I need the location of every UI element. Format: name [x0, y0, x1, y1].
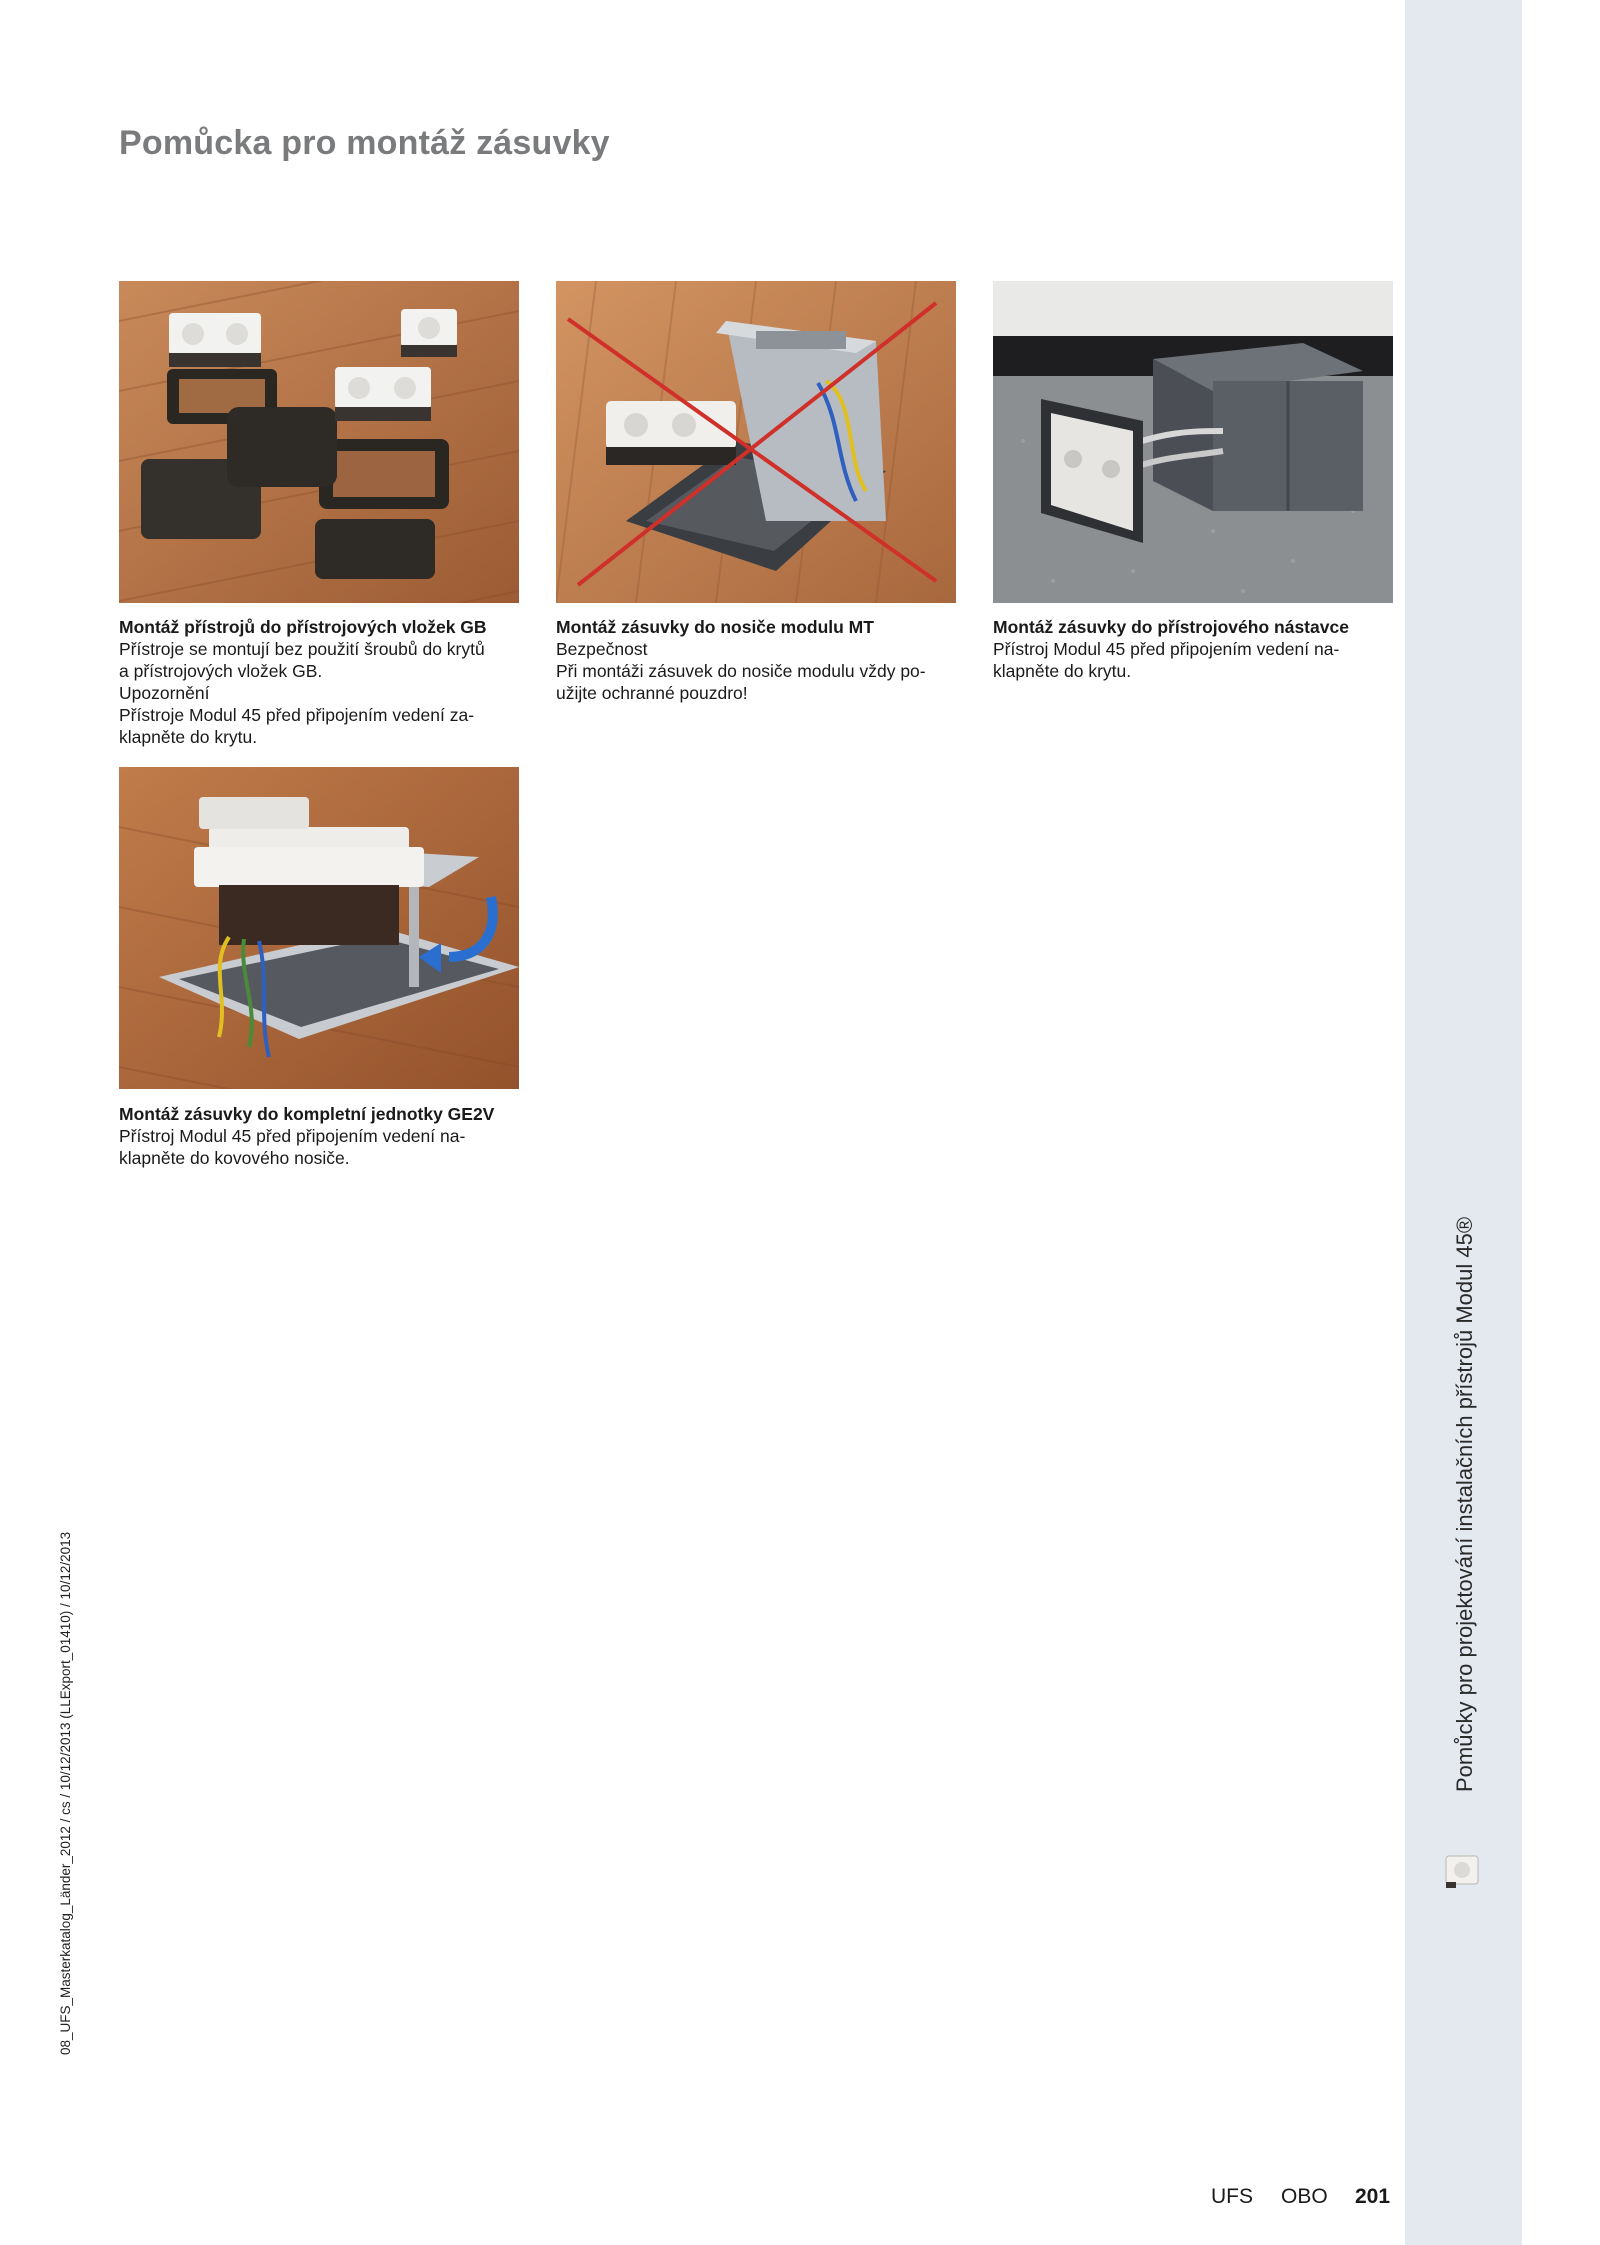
caption-line: Přístroje se montují bez použití šroubů do krytů [119, 639, 485, 659]
section-title-vertical: Pomůcky pro projektování instalačních přístrojů Modul 45® [1452, 1216, 1477, 1792]
caption-line: Při montáži zásuvek do nosiče modulu vždy po- [556, 661, 926, 681]
side-band [1405, 0, 1522, 2245]
caption-title: Montáž zásuvky do přístrojového nástavce [993, 617, 1349, 637]
figure-1-image [119, 281, 519, 603]
caption-title: Montáž zásuvky do nosiče modulu MT [556, 617, 874, 637]
footer-brand-obo: OBO [1281, 2185, 1328, 2208]
caption-line: klapněte do krytu. [993, 661, 1132, 681]
page-number: 201 [1355, 2185, 1391, 2208]
caption-line: Přístroj Modul 45 před připojením vedení na- [993, 639, 1340, 659]
figure-2-caption [556, 616, 956, 704]
caption-line: Přístroje Modul 45 před připojením vedení za- [119, 705, 475, 725]
caption-title: Montáž přístrojů do přístrojových vložek GB [119, 617, 487, 637]
figure-3-image [993, 281, 1393, 603]
section-thumbnail-icon [1438, 1846, 1486, 1894]
device-attachment-photo [993, 281, 1393, 603]
caption-line: Bezpečnost [556, 639, 648, 659]
caption-title: Montáž zásuvky do kompletní jednotky GE2V [119, 1104, 495, 1124]
figure-1-caption [119, 616, 519, 748]
figure-2-image [556, 281, 956, 603]
caption-line: klapněte do krytu. [119, 727, 258, 747]
device-insert-photo [119, 281, 519, 603]
footer-brand-ufs: UFS [1211, 2185, 1253, 2208]
page-title: Pomůcka pro montáž zásuvky [119, 124, 610, 162]
print-job-info: 08_UFS_Masterkatalog_Länder_2012 / cs / 10/12/2013 (LLExport_01410) / 10/12/2013 [58, 1531, 73, 2055]
figure-4-caption [119, 1103, 519, 1169]
figure-4-image [119, 767, 519, 1089]
module-carrier-photo [556, 281, 956, 603]
caption-line: Upozornění [119, 683, 210, 703]
caption-line: užijte ochranné pouzdro! [556, 683, 748, 703]
caption-line: klapněte do kovového nosiče. [119, 1148, 350, 1168]
figure-3-caption [993, 616, 1393, 682]
caption-line: a přístrojových vložek GB. [119, 661, 323, 681]
caption-line: Přístroj Modul 45 před připojením vedení na- [119, 1126, 466, 1146]
complete-unit-photo [119, 767, 519, 1089]
